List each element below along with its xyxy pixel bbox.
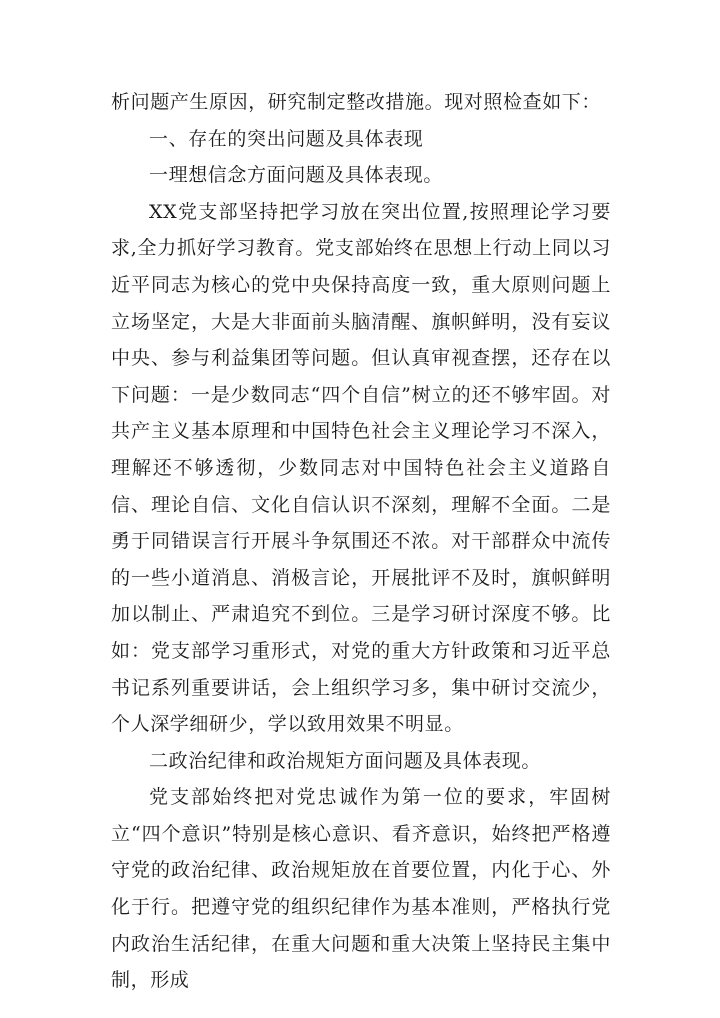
paragraph-discipline-body: 党支部始终把对党忠诚作为第一位的要求，牢固树立“四个意识”特别是核心意识、看齐意识，始终把严格遵守党的政治纪律、政治规矩放在首要位置，内化于心、外化于行。把遵守党的组织纪律作为基本准则，严格执行党内政治生活纪律，在重大问题和重大决策上坚持民主集中制，形成 <box>111 786 611 992</box>
section-heading-1: 一、存在的突出问题及具体表现 <box>149 127 424 150</box>
paragraph-ideals-body: XX党支部坚持把学习放在突出位置,按照理论学习要求,全力抓好学习教育。党支部始终在思想上行动上同以习近平同志为核心的党中央保持高度一致，重大原则问题上立场坚定，大是大非面前头脑清醒、旗帜鲜明，没有妄议中央、参与利益集团等问题。但认真审视查摆，还存在以下问题：一是少数同志“四个自信”树立的还不够牢固。对共产主义基本原理和中国特色社会主义理论学习不深入，理解还不够透彻，少数同志对中国特色社会主义道路自信、理论自信、文化自信认识不深刻，理解不全面。二是勇于同错误言行开展斗争氛围还不浓。对干部群众中流传的一些小道消息、消极言论，开展批评不及时，旗帜鲜明加以制止、严肃追究不到位。三是学习研讨深度不够。比如：党支部学习重形式，对党的重大方针政策和习近平总书记系列重要讲话，会上组织学习多，集中研讨交流少，个人深学细研少，学以致用效果不明显。 <box>111 200 611 736</box>
subheading-discipline: 二政治纪律和政治规矩方面问题及具体表现。 <box>149 749 542 772</box>
document-body <box>111 84 611 999</box>
subheading-ideals: 一理想信念方面问题及具体表现。 <box>149 164 444 187</box>
paragraph-continuation: 析问题产生原因，研究制定整改措施。现对照检查如下： <box>111 91 602 113</box>
